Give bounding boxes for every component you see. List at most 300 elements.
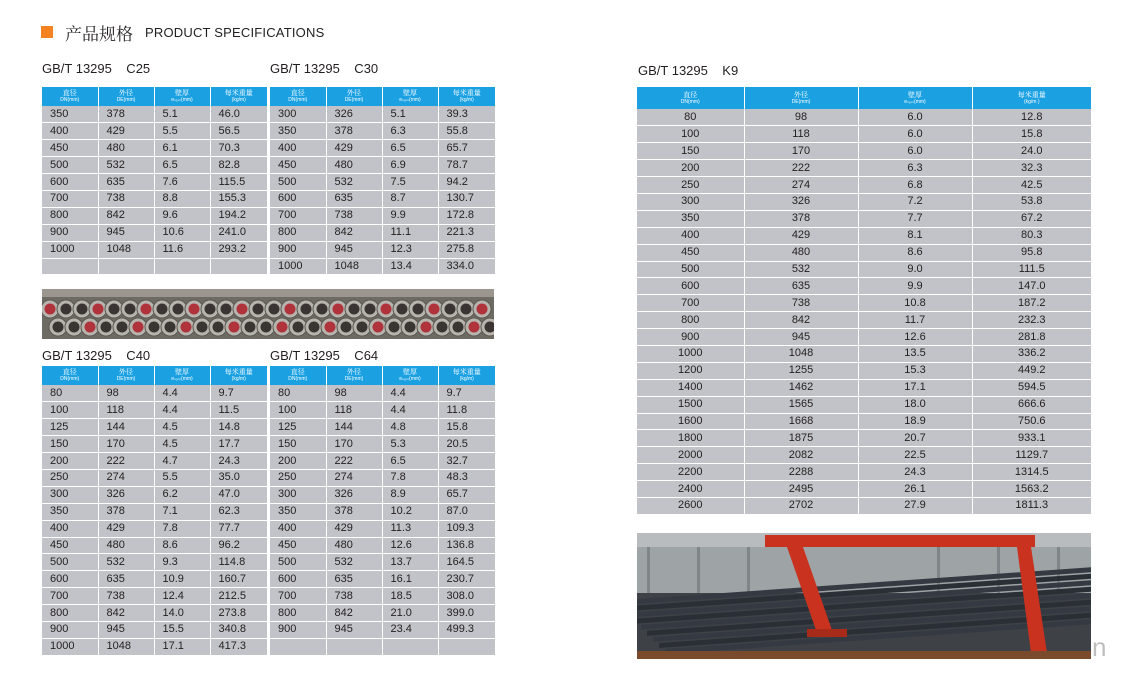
cell-dn xyxy=(270,638,326,655)
table-row xyxy=(637,261,1091,278)
cell-weight: 334.0 xyxy=(438,258,495,275)
cell-weight: 95.8 xyxy=(972,244,1091,261)
table-row xyxy=(42,174,267,191)
cell-thickness: 6.3 xyxy=(382,123,438,140)
spec-table-c40 xyxy=(42,366,267,656)
cell-weight: 78.7 xyxy=(438,157,495,174)
pipe-end-bore xyxy=(141,304,152,315)
cell-dn: 125 xyxy=(42,419,98,436)
pipe-end-bore xyxy=(469,322,480,333)
cell-thickness: 9.0 xyxy=(858,261,972,278)
pipe-end-bore xyxy=(389,322,400,333)
cell-thickness: 7.8 xyxy=(382,469,438,486)
table-row xyxy=(270,224,495,241)
table-row xyxy=(637,481,1091,498)
table-row xyxy=(637,379,1091,396)
cell-weight: 499.3 xyxy=(438,621,495,638)
cell-dn: 400 xyxy=(270,520,326,537)
pipe-end-bore xyxy=(269,304,280,315)
cell-de: 2082 xyxy=(744,447,858,464)
cell-weight: 115.5 xyxy=(210,174,267,191)
cell-dn: 2200 xyxy=(637,464,744,481)
cell-weight: 275.8 xyxy=(438,241,495,258)
pipe-end-bore xyxy=(293,322,304,333)
table-row xyxy=(637,143,1091,160)
cell-thickness: 16.1 xyxy=(382,571,438,588)
cell-de xyxy=(326,638,382,655)
cell-weight: 230.7 xyxy=(438,571,495,588)
pipe-end-bore xyxy=(437,322,448,333)
cell-thickness: 18.9 xyxy=(858,413,972,430)
pipe-end-bore xyxy=(229,322,240,333)
cell-weight: 281.8 xyxy=(972,329,1091,346)
cell-de: 2288 xyxy=(744,464,858,481)
cell-dn: 250 xyxy=(637,177,744,194)
cell-thickness: 11.7 xyxy=(858,312,972,329)
table-row xyxy=(270,123,495,140)
cell-thickness: 18.5 xyxy=(382,588,438,605)
cell-dn: 100 xyxy=(42,402,98,419)
col-header-weight: 每米重量 (kg/m) xyxy=(210,87,267,106)
cell-dn: 900 xyxy=(270,621,326,638)
cell-thickness: 10.6 xyxy=(154,224,210,241)
table-row xyxy=(270,402,495,419)
cell-weight: 933.1 xyxy=(972,430,1091,447)
cell-dn: 300 xyxy=(42,486,98,503)
col-header-dn: 直径 DN(mm) xyxy=(270,366,326,385)
cell-dn: 100 xyxy=(637,126,744,143)
pipe-end-bore xyxy=(237,304,248,315)
cell-de: 842 xyxy=(744,312,858,329)
cell-thickness: 6.5 xyxy=(382,140,438,157)
table-row xyxy=(270,436,495,453)
cell-de: 842 xyxy=(326,224,382,241)
cell-thickness: 9.6 xyxy=(154,207,210,224)
cell-weight: 336.2 xyxy=(972,345,1091,362)
pipe-end-bore xyxy=(317,304,328,315)
table-row xyxy=(637,109,1091,126)
pipe-end-bore xyxy=(309,322,320,333)
table-row xyxy=(637,193,1091,210)
cell-dn: 2600 xyxy=(637,497,744,514)
cell-thickness: 8.6 xyxy=(154,537,210,554)
cell-thickness: 9.3 xyxy=(154,554,210,571)
pipe-end-bore xyxy=(173,304,184,315)
spec-table-c30 xyxy=(270,87,495,275)
cell-weight: 67.2 xyxy=(972,210,1091,227)
cell-dn: 450 xyxy=(270,537,326,554)
cell-weight: 15.8 xyxy=(972,126,1091,143)
cell-de xyxy=(98,258,154,275)
table-row xyxy=(637,345,1091,362)
pipe-end-bore xyxy=(445,304,456,315)
cell-de: 144 xyxy=(98,419,154,436)
table-row xyxy=(42,520,267,537)
cell-thickness: 9.9 xyxy=(858,278,972,295)
cell-weight: 594.5 xyxy=(972,379,1091,396)
cell-de: 532 xyxy=(98,157,154,174)
cell-thickness: 15.3 xyxy=(858,362,972,379)
table-header-row xyxy=(42,87,267,106)
cell-thickness: 23.4 xyxy=(382,621,438,638)
cell-de: 738 xyxy=(326,207,382,224)
pipe-end-bore xyxy=(373,322,384,333)
cell-dn: 1000 xyxy=(42,638,98,655)
cell-thickness: 5.3 xyxy=(382,436,438,453)
cell-weight: 111.5 xyxy=(972,261,1091,278)
cell-thickness: 11.1 xyxy=(382,224,438,241)
cell-dn: 500 xyxy=(42,554,98,571)
cell-weight: 96.2 xyxy=(210,537,267,554)
pipe-ends-illustration xyxy=(42,289,494,339)
cell-thickness: 6.0 xyxy=(858,109,972,126)
cell-weight: 65.7 xyxy=(438,140,495,157)
pipe-end-bore xyxy=(301,304,312,315)
cell-de: 480 xyxy=(326,157,382,174)
pipe-end-bore xyxy=(357,322,368,333)
cell-de: 635 xyxy=(326,571,382,588)
cell-thickness: 27.9 xyxy=(858,497,972,514)
table-row xyxy=(637,177,1091,194)
table-row xyxy=(42,638,267,655)
cell-de: 945 xyxy=(744,329,858,346)
spec-table-c25 xyxy=(42,87,267,275)
cell-de: 2702 xyxy=(744,497,858,514)
table-row xyxy=(270,453,495,470)
cell-de: 532 xyxy=(98,554,154,571)
cell-dn: 80 xyxy=(637,109,744,126)
cell-thickness: 5.5 xyxy=(154,123,210,140)
cell-weight xyxy=(210,258,267,275)
cell-de: 170 xyxy=(744,143,858,160)
cell-de: 480 xyxy=(98,140,154,157)
cell-thickness: 5.5 xyxy=(154,469,210,486)
table-row xyxy=(42,554,267,571)
table-row xyxy=(270,157,495,174)
table-row xyxy=(270,503,495,520)
cell-de: 945 xyxy=(326,241,382,258)
table-title-c64: GB/T 13295 C64 xyxy=(270,348,379,363)
cell-weight: 340.8 xyxy=(210,621,267,638)
cell-dn: 250 xyxy=(42,469,98,486)
cell-weight: 47.0 xyxy=(210,486,267,503)
table-row xyxy=(42,140,267,157)
cell-dn: 700 xyxy=(42,190,98,207)
pipe-yard-photo xyxy=(637,533,1091,659)
cell-dn: 700 xyxy=(270,207,326,224)
cell-de: 222 xyxy=(744,160,858,177)
table-row xyxy=(42,469,267,486)
cell-dn: 350 xyxy=(42,106,98,123)
cell-thickness: 22.5 xyxy=(858,447,972,464)
table-header-row xyxy=(637,87,1091,109)
cell-weight: 187.2 xyxy=(972,295,1091,312)
table-title-k9: GB/T 13295 K9 xyxy=(638,63,739,78)
cell-dn: 450 xyxy=(637,244,744,261)
table-row xyxy=(42,157,267,174)
cell-weight: 82.8 xyxy=(210,157,267,174)
page-title-cn: 产品规格 xyxy=(65,24,133,45)
cell-weight: 53.8 xyxy=(972,193,1091,210)
cell-weight: 32.3 xyxy=(972,160,1091,177)
pipe-end-bore xyxy=(277,322,288,333)
cell-thickness: 17.1 xyxy=(154,638,210,655)
table-row xyxy=(42,621,267,638)
col-header-de: 外径 DE(mm) xyxy=(98,87,154,106)
cell-thickness: 8.7 xyxy=(382,190,438,207)
cell-de: 635 xyxy=(326,190,382,207)
col-header-de: 外径 DE(mm) xyxy=(326,87,382,106)
cell-weight: 308.0 xyxy=(438,588,495,605)
cell-thickness: 6.1 xyxy=(154,140,210,157)
table-row xyxy=(42,258,267,275)
cell-dn: 400 xyxy=(270,140,326,157)
cell-dn: 500 xyxy=(270,174,326,191)
cell-thickness: 7.7 xyxy=(858,210,972,227)
cell-weight: 273.8 xyxy=(210,605,267,622)
cell-weight: 212.5 xyxy=(210,588,267,605)
table-row xyxy=(637,447,1091,464)
cell-weight: 1811.3 xyxy=(972,497,1091,514)
cell-thickness: 12.3 xyxy=(382,241,438,258)
table-row xyxy=(42,385,267,402)
pipe-end-bore xyxy=(381,304,392,315)
cell-dn: 800 xyxy=(42,605,98,622)
table-row xyxy=(42,588,267,605)
table-row xyxy=(270,469,495,486)
cell-weight: 194.2 xyxy=(210,207,267,224)
cell-weight: 20.5 xyxy=(438,436,495,453)
table-row xyxy=(637,126,1091,143)
cell-dn: 700 xyxy=(270,588,326,605)
cell-weight: 65.7 xyxy=(438,486,495,503)
cell-thickness: 24.3 xyxy=(858,464,972,481)
cell-dn: 1000 xyxy=(42,241,98,258)
page-title-en: PRODUCT SPECIFICATIONS xyxy=(145,24,325,40)
cell-dn: 600 xyxy=(637,278,744,295)
pipe-end-bore xyxy=(69,322,80,333)
cell-weight: 221.3 xyxy=(438,224,495,241)
cell-de: 1048 xyxy=(98,638,154,655)
cell-thickness: 15.5 xyxy=(154,621,210,638)
cell-thickness: 6.3 xyxy=(858,160,972,177)
table-row xyxy=(637,430,1091,447)
cell-dn: 600 xyxy=(270,571,326,588)
cell-thickness: 7.6 xyxy=(154,174,210,191)
cell-dn: 1000 xyxy=(637,345,744,362)
cell-weight: 80.3 xyxy=(972,227,1091,244)
cell-dn: 400 xyxy=(637,227,744,244)
cell-weight xyxy=(438,638,495,655)
cell-de: 945 xyxy=(98,621,154,638)
cell-de: 1565 xyxy=(744,396,858,413)
cell-dn: 1800 xyxy=(637,430,744,447)
pipe-end-bore xyxy=(461,304,472,315)
pipe-end-bore xyxy=(189,304,200,315)
pipe-end-bore xyxy=(365,304,376,315)
cell-weight: 130.7 xyxy=(438,190,495,207)
cell-dn: 400 xyxy=(42,123,98,140)
cell-weight: 666.6 xyxy=(972,396,1091,413)
cell-de: 326 xyxy=(98,486,154,503)
col-header-dn: 直径 DN(mm) xyxy=(637,87,744,109)
cell-de: 378 xyxy=(98,503,154,520)
cell-dn: 350 xyxy=(270,123,326,140)
cell-weight: 46.0 xyxy=(210,106,267,123)
cell-weight: 48.3 xyxy=(438,469,495,486)
cell-weight: 42.5 xyxy=(972,177,1091,194)
table-row xyxy=(270,554,495,571)
cell-thickness: 13.4 xyxy=(382,258,438,275)
cell-weight: 11.8 xyxy=(438,402,495,419)
cell-de: 1048 xyxy=(326,258,382,275)
cell-thickness: 6.0 xyxy=(858,143,972,160)
table-row xyxy=(42,503,267,520)
col-header-thickness: 壁厚 eₙₒₘ(mm) xyxy=(382,366,438,385)
col-header-dn: 直径 DN(mm) xyxy=(42,87,98,106)
cell-thickness: 4.7 xyxy=(154,453,210,470)
cell-thickness: 4.5 xyxy=(154,419,210,436)
pipe-end-bore xyxy=(149,322,160,333)
col-header-weight: 每米重量 (kg/m) xyxy=(210,366,267,385)
cell-weight: 14.8 xyxy=(210,419,267,436)
cell-weight: 70.3 xyxy=(210,140,267,157)
cell-dn: 125 xyxy=(270,419,326,436)
table-row xyxy=(637,160,1091,177)
table-title-c25: GB/T 13295 C25 xyxy=(42,61,151,76)
watermark-text: n xyxy=(1092,632,1107,662)
pipe-end-bore xyxy=(53,322,64,333)
table-row xyxy=(42,436,267,453)
cell-de: 274 xyxy=(326,469,382,486)
table-row xyxy=(270,258,495,275)
cell-de: 118 xyxy=(326,402,382,419)
cell-dn: 500 xyxy=(637,261,744,278)
cell-thickness: 4.5 xyxy=(154,436,210,453)
cell-dn: 500 xyxy=(270,554,326,571)
table-row xyxy=(42,207,267,224)
cell-dn: 100 xyxy=(270,402,326,419)
cell-dn: 900 xyxy=(42,621,98,638)
cell-thickness: 4.4 xyxy=(382,402,438,419)
cell-dn: 300 xyxy=(637,193,744,210)
cell-weight: 94.2 xyxy=(438,174,495,191)
cell-thickness: 6.5 xyxy=(154,157,210,174)
pipe-end-bore xyxy=(349,304,360,315)
cell-dn: 600 xyxy=(42,174,98,191)
cell-weight: 56.5 xyxy=(210,123,267,140)
cell-dn: 200 xyxy=(637,160,744,177)
cell-thickness: 10.2 xyxy=(382,503,438,520)
cell-de: 98 xyxy=(98,385,154,402)
pipe-end-bore xyxy=(133,322,144,333)
cell-de: 1668 xyxy=(744,413,858,430)
cell-de: 98 xyxy=(326,385,382,402)
cell-de: 326 xyxy=(326,106,382,123)
col-header-de: 外径 DE(mm) xyxy=(98,366,154,385)
cell-weight: 55.8 xyxy=(438,123,495,140)
cell-dn: 900 xyxy=(270,241,326,258)
cell-dn: 900 xyxy=(637,329,744,346)
cell-thickness: 4.8 xyxy=(382,419,438,436)
cell-thickness: 26.1 xyxy=(858,481,972,498)
cell-de: 738 xyxy=(98,588,154,605)
table-row xyxy=(637,329,1091,346)
pipe-end-bore xyxy=(285,304,296,315)
cell-dn: 800 xyxy=(637,312,744,329)
cell-weight: 164.5 xyxy=(438,554,495,571)
pipe-end-bore xyxy=(421,322,432,333)
cell-weight: 147.0 xyxy=(972,278,1091,295)
cell-de: 274 xyxy=(744,177,858,194)
cell-dn: 350 xyxy=(637,210,744,227)
col-header-thickness: 壁厚 eₙₒₘ(mm) xyxy=(858,87,972,109)
spec-table-k9 xyxy=(637,87,1091,515)
cell-de: 1048 xyxy=(744,345,858,362)
table-row xyxy=(42,402,267,419)
cell-dn: 1200 xyxy=(637,362,744,379)
cell-de: 842 xyxy=(326,605,382,622)
pipe-end-bore xyxy=(61,304,72,315)
cell-weight: 155.3 xyxy=(210,190,267,207)
cell-de: 144 xyxy=(326,419,382,436)
cell-weight: 160.7 xyxy=(210,571,267,588)
pipe-end-bore xyxy=(245,322,256,333)
cell-thickness: 8.9 xyxy=(382,486,438,503)
table-row xyxy=(270,520,495,537)
cell-de: 222 xyxy=(98,453,154,470)
pipe-end-bore xyxy=(453,322,464,333)
cell-dn: 1000 xyxy=(270,258,326,275)
cell-thickness: 13.7 xyxy=(382,554,438,571)
cell-thickness: 5.1 xyxy=(382,106,438,123)
table-row xyxy=(270,486,495,503)
cell-de: 1875 xyxy=(744,430,858,447)
col-header-de: 外径 DE(mm) xyxy=(744,87,858,109)
table-header-row xyxy=(270,366,495,385)
table-row xyxy=(270,207,495,224)
cell-de: 429 xyxy=(326,140,382,157)
table-row xyxy=(270,537,495,554)
table-row xyxy=(637,464,1091,481)
cell-weight: 109.3 xyxy=(438,520,495,537)
pipe-end-bore xyxy=(261,322,272,333)
pipe-end-bore xyxy=(45,304,56,315)
cell-thickness: 20.7 xyxy=(858,430,972,447)
cell-de: 480 xyxy=(98,537,154,554)
col-header-thickness: 壁厚 eₙₒₘ(mm) xyxy=(382,87,438,106)
cell-weight: 15.8 xyxy=(438,419,495,436)
cell-de: 429 xyxy=(744,227,858,244)
cell-weight: 172.8 xyxy=(438,207,495,224)
col-header-thickness: 壁厚 eₙₒₘ(mm) xyxy=(154,87,210,106)
spec-table-c64 xyxy=(270,366,495,656)
table-title-c40: GB/T 13295 C40 xyxy=(42,348,151,363)
cell-thickness: 5.1 xyxy=(154,106,210,123)
cell-weight: 9.7 xyxy=(438,385,495,402)
table-row xyxy=(270,605,495,622)
table-row xyxy=(637,396,1091,413)
cell-weight: 114.8 xyxy=(210,554,267,571)
cell-thickness: 21.0 xyxy=(382,605,438,622)
table-row xyxy=(42,419,267,436)
cell-weight: 1563.2 xyxy=(972,481,1091,498)
cell-dn: 2000 xyxy=(637,447,744,464)
table-row xyxy=(637,227,1091,244)
cell-de: 945 xyxy=(98,224,154,241)
cell-de: 118 xyxy=(98,402,154,419)
cell-de: 1462 xyxy=(744,379,858,396)
